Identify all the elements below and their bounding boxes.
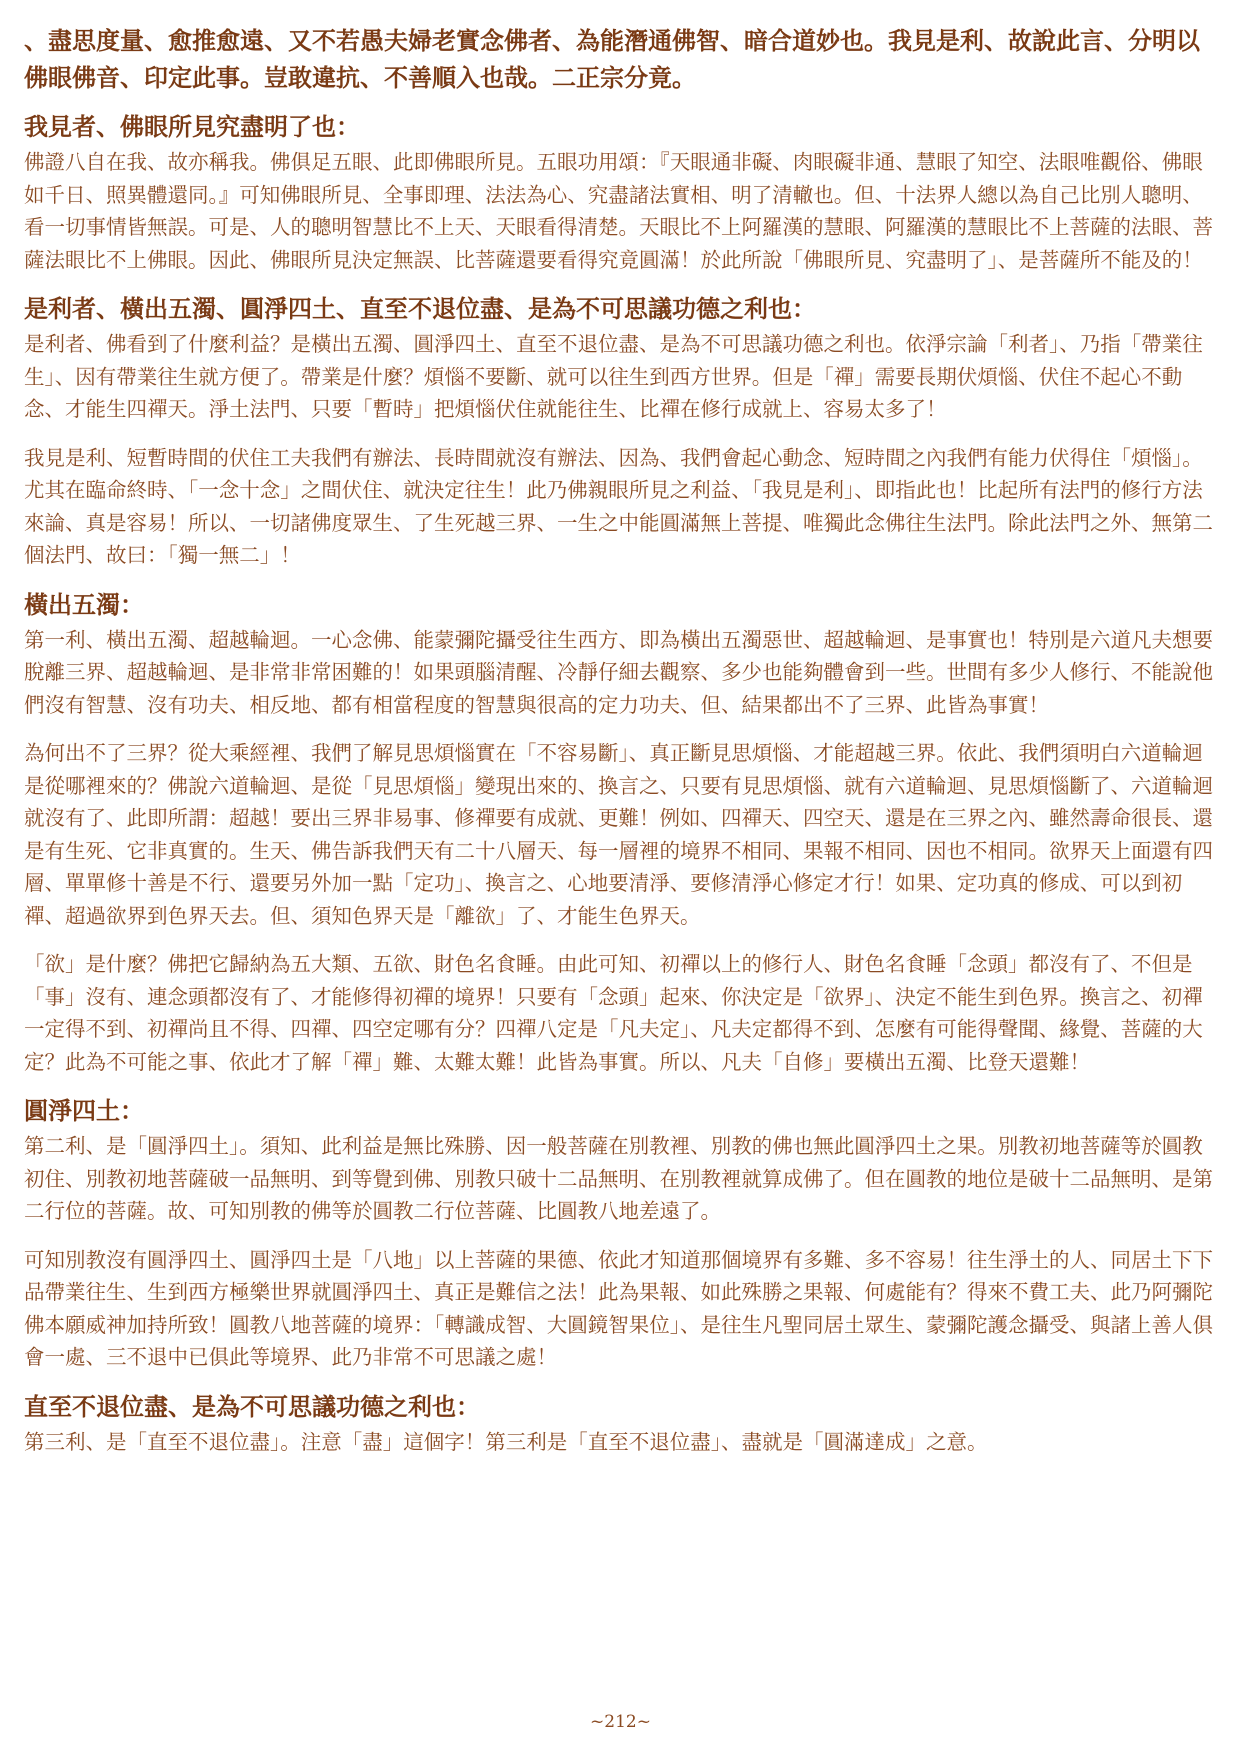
paragraph: 是利者、佛看到了什麼利益？是橫出五濁、圓淨四土、直至不退位盡、是為不可思議功德之利也。依淨宗論「利者」、乃指「帶業往生」、因有帶業往生就方便了。帶業是什麼？煩惱不要斷、就可以往生到西方世界。但是「禪」需要長期伏煩惱、伏住不起心不動念、才能生四禪天。淨土法門、只要「暫時」把煩惱伏住就能往生、比禪在修行成就上、容易太多了！	[24, 332, 1203, 421]
paragraph: 可知別教沒有圓淨四土、圓淨四土是「八地」以上菩薩的果德、依此才知道那個境界有多難、多不容易！往生淨土的人、同居土下下品帶業往生、生到西方極樂世界就圓淨四土、真正是難信之法！此為果報、如此殊勝之果報、何處能有？得來不費工夫、此乃阿彌陀佛本願威神加持所致！圓教八地菩薩的境界：「轉識成智、大圓鏡智果位」、是往生凡聖同居土眾生、蒙彌陀護念攝受、與諸上善人俱會一處、三不退中已俱此等境界、此乃非常不可思議之處！	[24, 1247, 1213, 1369]
paragraph: 第二利、是「圓淨四土」。須知、此利益是無比殊勝、因一般菩薩在別教裡、別教的佛也無此圓淨四土之果。別教初地菩薩等於圓教初住、別教初地菩薩破一品無明、到等覺到佛、別教只破十二品無明、在別教裡就算成佛了。但在圓教的地位是破十二品無明、是第二行位的菩薩。故、可知別教的佛等於圓教二行位菩薩、比圓教八地差遠了。	[24, 1134, 1213, 1223]
paragraph: 第一利、橫出五濁、超越輪迴。一心念佛、能蒙彌陀攝受往生西方、即為橫出五濁惡世、超越輪迴、是事實也！特別是六道凡夫想要脫離三界、超越輪迴、是非常非常困難的！如果頭腦清醒、冷靜仔細去觀察、多少也能夠體會到一些。世間有多少人修行、不能說他們沒有智慧、沒有功夫、相反地、都有相當程度的智慧與很高的定力功夫、但、結果都出不了三界、此皆為事實！	[24, 627, 1213, 717]
paragraph: 佛證八自在我、故亦稱我。佛俱足五眼、此即佛眼所見。五眼功用頌：『天眼通非礙、肉眼礙非通、慧眼了知空、法眼唯觀俗、佛眼如千日、照異體還同。』可知佛眼所見、全事即理、法法為心、究盡諸法實相、明了清轍也。但、十法界人總以為自己比別人聰明、看一切事情皆無誤。可是、人的聰明智慧比不上天、天眼看得清楚。天眼比不上阿羅漢的慧眼、阿羅漢的慧眼比不上菩薩的法眼、菩薩法眼比不上佛眼。因此、佛眼所見決定無誤、比菩薩還要看得究竟圓滿！於此所說「佛眼所見、究盡明了」、是菩薩所不能及的！	[24, 150, 1213, 272]
section-heading: 是利者、橫出五濁、圓淨四土、直至不退位盡、是為不可思議功德之利也：	[24, 294, 816, 323]
section-1	[24, 110, 1220, 276]
section-3	[24, 588, 1220, 1079]
section-heading: 圓淨四土：	[24, 1096, 144, 1125]
paragraph: 為何出不了三界？從大乘經裡、我們了解見思煩惱實在「不容易斷」、真正斷見思煩惱、才能超越三界。依此、我們須明白六道輪迴是從哪裡來的？佛說六道輪迴、是從「見思煩惱」變現出來的、換言之、只要有見思煩惱、就有六道輪迴、見思煩惱斷了、六道輪迴就沒有了、此即所謂：超越！要出三界非易事、修禪要有成就、更難！例如、四禪天、四空天、還是在三界之內、雖然壽命很長、還是有生死、它非真實的。生天、佛告訴我們天有二十八層天、每一層裡的境界不相同、果報不相同、因也不相同。欲界天上面還有四層、單單修十善是不行、還要另外加一點「定功」、換言之、心地要清淨、要修清淨心修定才行！如果、定功真的修成、可以到初禪、超過欲界到色界天去。但、須知色界天是「離欲」了、才能生色界天。	[24, 741, 1213, 928]
paragraph: 「欲」是什麼？佛把它歸納為五大類、五欲、財色名食睡。由此可知、初禪以上的修行人、財色名食睡「念頭」都沒有了、不但是「事」沒有、連念頭都沒有了、才能修得初禪的境界！只要有「念頭」起來、你決定是「欲界」、決定不能生到色界。換言之、初禪一定得不到、初禪尚且不得、四禪、四空定哪有分？四禪八定是「凡夫定」、凡夫定都得不到、怎麼有可能得聲聞、緣覺、菩薩的大定？此為不可能之事、依此才了解「禪」難、太難太難！此皆為事實。所以、凡夫「自修」要橫出五濁、比登天還難！	[24, 952, 1203, 1074]
intro-paragraph: 、盡思度量、愈推愈遠、又不若愚夫婦老實念佛者、為能潛通佛智、暗合道妙也。我見是利、故說此言、分明以佛眼佛音、印定此事。豈敢違抗、不善順入也哉。二正宗分竟。	[24, 26, 1200, 92]
section-4	[24, 1094, 1220, 1374]
section-5	[24, 1390, 1220, 1459]
page-number: ~212~	[590, 1712, 651, 1732]
section-heading: 橫出五濁：	[24, 589, 144, 619]
section-heading: 我見者、佛眼所見究盡明了也：	[24, 112, 360, 141]
section-heading: 直至不退位盡、是為不可思議功德之利也：	[24, 1391, 480, 1421]
section-2	[24, 292, 1220, 572]
paragraph: 第三利、是「直至不退位盡」。注意「盡」這個字！第三利是「直至不退位盡」、盡就是「圓滿達成」之意。	[24, 1429, 988, 1454]
document-page	[24, 22, 1220, 1474]
paragraph: 我見是利、短暫時間的伏住工夫我們有辦法、長時間就沒有辦法、因為、我們會起心動念、短時間之內我們有能力伏得住「煩惱」。尤其在臨命終時、「一念十念」之間伏住、就決定往生！此乃佛親眼所見之利益、「我見是利」、即指此也！比起所有法門的修行方法來論、真是容易！所以、一切諸佛度眾生、了生死越三界、一生之中能圓滿無上菩提、唯獨此念佛往生法門。除此法門之外、無第二個法門、故曰：「獨一無二」！	[24, 445, 1213, 567]
